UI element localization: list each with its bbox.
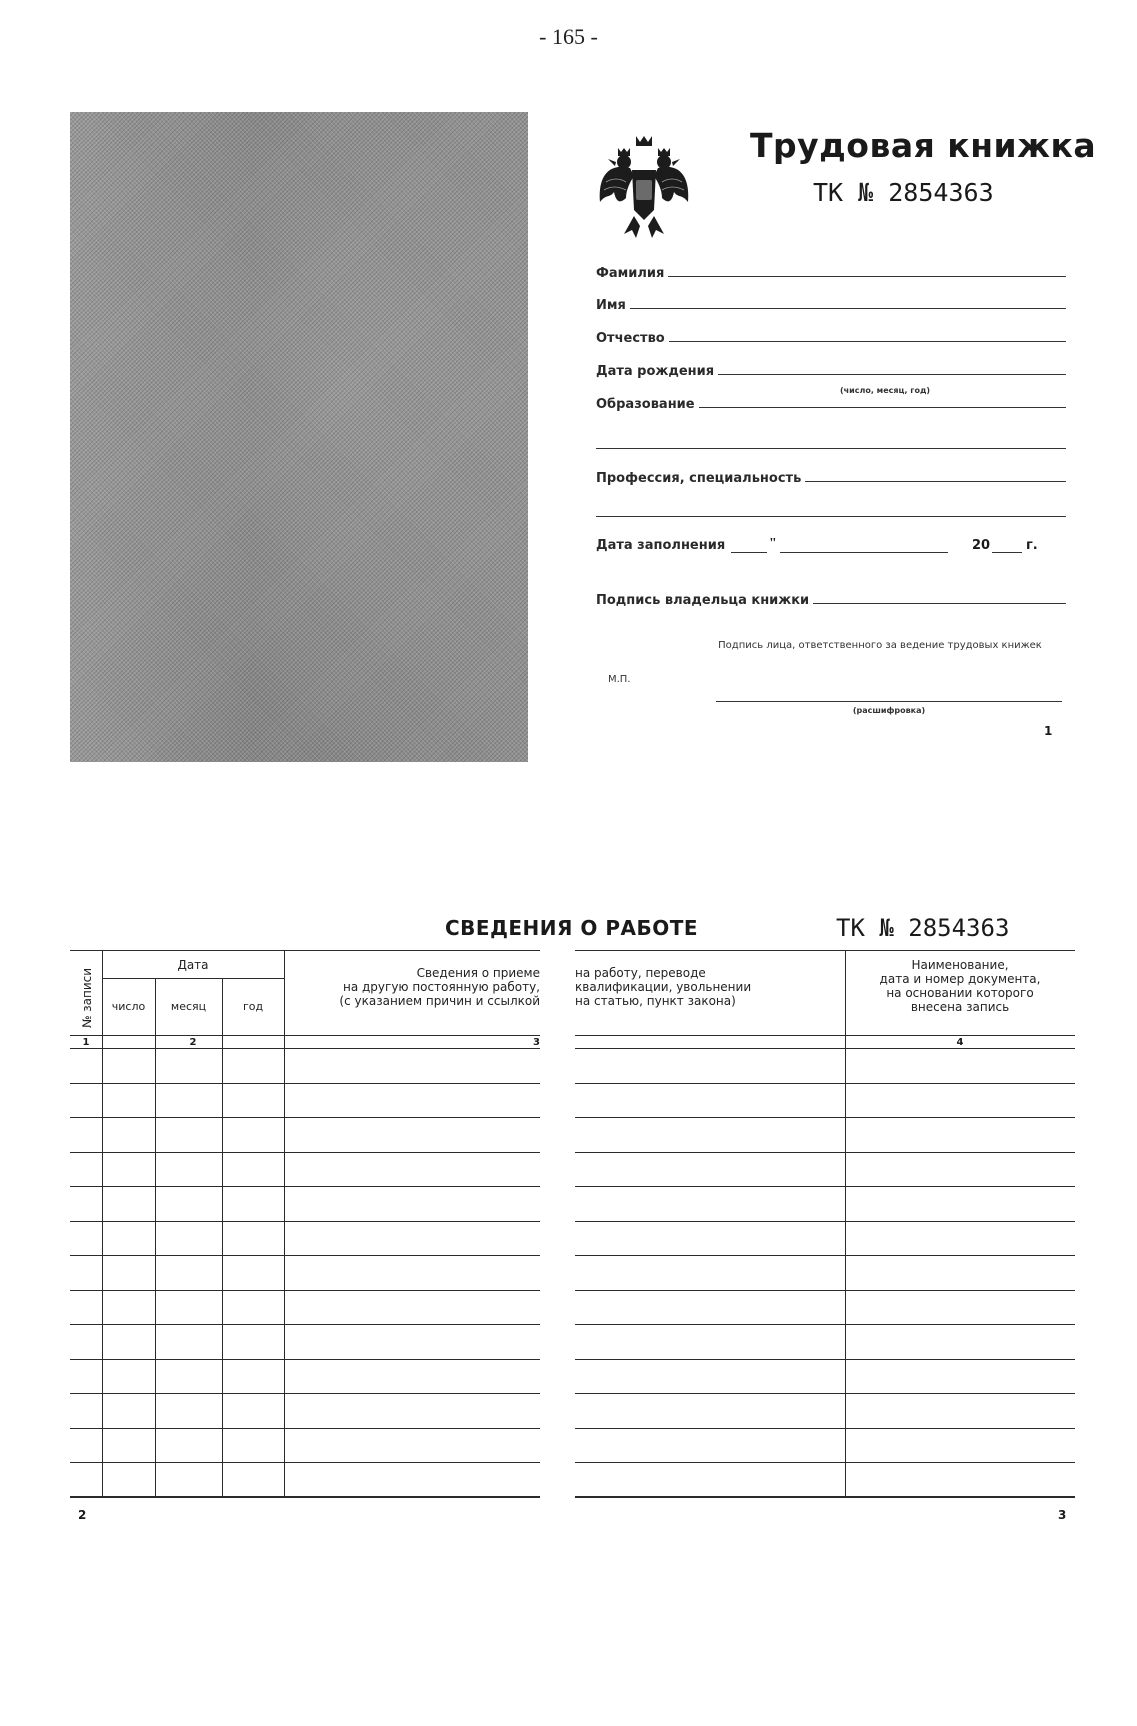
col-divider-record: [102, 950, 103, 1496]
table-row-line: [575, 1152, 1075, 1153]
colnum-3: 3: [533, 1037, 540, 1048]
page-number: - 165 -: [539, 24, 598, 49]
fill-date-year-suffix: г.: [1026, 538, 1038, 553]
fill-date-day-line: [731, 552, 767, 553]
table-row-line: [575, 1462, 1075, 1463]
education-label: Образование: [596, 397, 695, 412]
book-cover: [70, 112, 528, 762]
table-row-line: [70, 1221, 540, 1222]
table-row-line: [575, 1324, 1075, 1325]
table-row-line: [575, 1255, 1075, 1256]
date-subheader-line: [102, 978, 284, 979]
colnum-4: 4: [956, 1037, 964, 1048]
patronymic-field[interactable]: [596, 324, 1066, 346]
record-number-header: № записи: [80, 967, 95, 1029]
surname-field[interactable]: [596, 259, 1066, 281]
book-number: ТК № 2854363: [813, 178, 994, 207]
fill-date-month-line: [780, 552, 948, 553]
stamp-place: М.П.: [608, 674, 631, 685]
owner-signature-label: Подпись владельца книжки: [596, 593, 810, 608]
table-row-line: [70, 1048, 540, 1049]
table-row-line: [575, 1048, 1075, 1049]
name-label: Имя: [596, 298, 626, 313]
section-title: СВЕДЕНИЯ О РАБОТЕ: [445, 916, 699, 940]
section-book-number: ТК № 2854363: [836, 914, 1010, 942]
table-row-line: [70, 1428, 540, 1429]
birth-date-line: [718, 374, 1066, 375]
profession-label: Профессия, специальность: [596, 471, 802, 486]
birth-date-hint: (число, месяц, год): [840, 386, 931, 395]
table-row-line: [70, 1083, 540, 1084]
profession-field[interactable]: [596, 464, 1066, 486]
right-page-number: 3: [1058, 1508, 1067, 1522]
year-header: год: [242, 1000, 264, 1013]
surname-label: Фамилия: [596, 266, 665, 281]
table-row-line: [70, 1186, 540, 1187]
table-row-line: [575, 1221, 1075, 1222]
responsible-signature-line[interactable]: [716, 701, 1062, 702]
table-row-line: [70, 1393, 540, 1394]
table-row-line: [575, 1428, 1075, 1429]
right-header-top-line: [575, 950, 1075, 951]
owner-signature-line: [813, 603, 1066, 604]
name-field[interactable]: [596, 291, 1066, 313]
table-row-line: [70, 1324, 540, 1325]
col-divider-day: [155, 978, 156, 1496]
surname-line: [668, 276, 1066, 277]
table-bottom-line: [70, 1496, 540, 1497]
title-page: [590, 112, 1097, 762]
table-row-line: [70, 1290, 540, 1291]
col-divider-document: [845, 950, 846, 1496]
day-header: число: [111, 1000, 146, 1013]
left-page-number: 2: [78, 1508, 87, 1522]
table-row-line: [575, 1393, 1075, 1394]
table-row-line: [575, 1497, 1075, 1498]
colnum-1: 1: [82, 1037, 90, 1048]
education-extra-line: [596, 448, 1066, 449]
table-row-line: [70, 1117, 540, 1118]
title-page-number: 1: [1044, 724, 1053, 738]
profession-line: [805, 481, 1066, 482]
month-header: месяц: [170, 1000, 207, 1013]
table-row-line: [70, 1152, 540, 1153]
info-header-left: Сведения о приеме на другую постоянную работу, (с указанием причин и ссылкой: [339, 966, 540, 1008]
document-header: Наименование, дата и номер документа, на основании которого внесена запись: [879, 958, 1041, 1014]
education-field[interactable]: [596, 390, 1066, 412]
name-line: [630, 308, 1066, 309]
table-row-line: [575, 1186, 1075, 1187]
fill-date-year-prefix: 20: [972, 538, 991, 553]
fill-date-label: Дата заполнения: [596, 538, 726, 553]
patronymic-label: Отчество: [596, 331, 665, 346]
education-line: [699, 407, 1066, 408]
table-row-line: [575, 1083, 1075, 1084]
fill-date-field[interactable]: [596, 534, 1072, 558]
table-row-line: [70, 1255, 540, 1256]
book-title: Трудовая книжка: [750, 126, 1097, 165]
owner-signature-field[interactable]: [596, 586, 1066, 608]
responsible-signature-note: Подпись лица, ответственного за ведение трудовых книжек: [718, 640, 1042, 651]
table-row-line: [575, 1290, 1075, 1291]
fill-date-year-line: [992, 552, 1022, 553]
left-header-top-line: [70, 950, 540, 951]
birth-date-field[interactable]: [596, 357, 1066, 379]
date-header: Дата: [177, 958, 209, 972]
right-colnum-top-line: [575, 1035, 1075, 1036]
table-row-line: [70, 1462, 540, 1463]
col-divider-month: [222, 978, 223, 1496]
col-divider-year: [284, 950, 285, 1496]
transcript-hint: (расшифровка): [852, 706, 926, 715]
table-row-line: [575, 1359, 1075, 1360]
double-headed-eagle-emblem-icon: [596, 132, 692, 242]
left-colnum-top-line: [70, 1035, 540, 1036]
info-header-right: на работу, переводе квалификации, увольнении на статью, пункт закона): [575, 966, 752, 1008]
patronymic-line: [669, 341, 1066, 342]
work-info-spread: [70, 908, 1075, 1538]
table-row-line: [70, 1359, 540, 1360]
birth-date-label: Дата рождения: [596, 364, 715, 379]
colnum-2: 2: [189, 1037, 197, 1048]
profession-extra-line: [596, 516, 1066, 517]
table-row-line: [575, 1117, 1075, 1118]
fill-date-quote: ": [769, 536, 777, 551]
